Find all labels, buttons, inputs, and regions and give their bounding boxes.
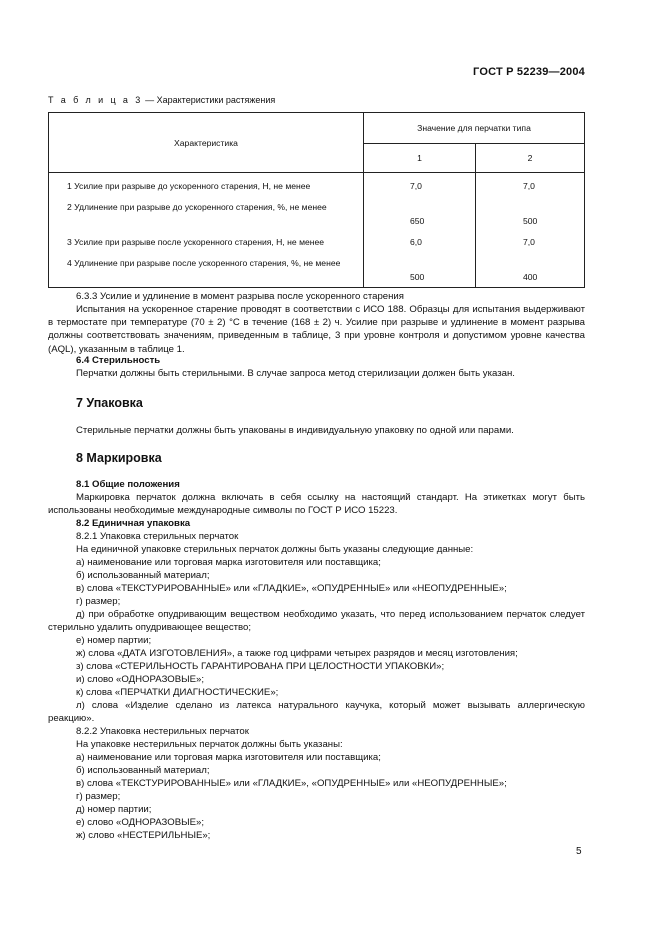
list-item: б) использованный материал; (76, 570, 210, 581)
list-item: к) слова «ПЕРЧАТКИ ДИАГНОСТИЧЕСКИЕ»; (76, 687, 279, 698)
col-header-characteristic: Характеристика (49, 113, 364, 173)
page-number: 5 (576, 846, 582, 857)
row-value-type2: 500 (523, 216, 538, 226)
list-item: г) размер; (76, 596, 121, 607)
row-label: 4 Удлинение при разрыве после ускоренного старения, %, не менее (67, 258, 341, 268)
list-item: ж) слова «ДАТА ИЗГОТОВЛЕНИЯ», а также год цифрами четырех разрядов и месяц изготовления; (76, 648, 518, 659)
tensile-table (48, 112, 585, 288)
section-6-3-3-title: 6.3.3 Усилие и удлинение в момент разрыва после ускоренного старения (76, 291, 404, 302)
section-8-2-2-title: 8.2.2 Упаковка нестерильных перчаток (76, 726, 249, 737)
table-caption (48, 95, 275, 105)
list-item: з) слова «СТЕРИЛЬНОСТЬ ГАРАНТИРОВАНА ПРИ ЦЕЛОСТНОСТИ УПАКОВКИ»; (76, 661, 445, 672)
list-item: в) слова «ТЕКСТУРИРОВАННЫЕ» или «ГЛАДКИЕ», «ОПУДРЕННЫЕ» или «НЕОПУДРЕННЫЕ»; (76, 583, 507, 594)
section-8-2-title: 8.2 Единичная упаковка (76, 518, 191, 529)
table-row (49, 231, 585, 252)
section-7-text: Стерильные перчатки должны быть упакованы в индивидуальную упаковку по одной или парами. (76, 425, 514, 436)
col-header-value-group: Значение для перчатки типа (364, 113, 585, 144)
list-item: г) размер; (76, 791, 121, 802)
row-label: 3 Усилие при разрыве после ускоренного старения, Н, не менее (67, 237, 325, 247)
row-label: 2 Удлинение при разрыве до ускоренного старения, %, не менее (67, 202, 327, 212)
row-value-type2: 400 (523, 272, 538, 282)
row-value-type1: 7,0 (410, 181, 422, 191)
section-8-2-2-intro: На упаковке нестерильных перчаток должны быть указаны: (76, 739, 343, 750)
list-item: е) слово «ОДНОРАЗОВЫЕ»; (76, 817, 204, 828)
table-caption-prefix: Т а б л и ц а 3 (48, 95, 143, 105)
row-value-type2: 7,0 (523, 237, 535, 247)
row-label: 1 Усилие при разрыве до ускоренного старения, Н, не менее (67, 181, 311, 191)
row-value-type2: 7,0 (523, 181, 535, 191)
list-item: и) слово «ОДНОРАЗОВЫЕ»; (76, 674, 205, 685)
row-value-type1: 500 (410, 272, 425, 282)
list-item: в) слова «ТЕКСТУРИРОВАННЫЕ» или «ГЛАДКИЕ», «ОПУДРЕННЫЕ» или «НЕОПУДРЕННЫЕ»; (76, 778, 507, 789)
table-row (49, 196, 585, 231)
list-item: д) номер партии; (76, 804, 152, 815)
document-id: ГОСТ Р 52239—2004 (473, 66, 585, 78)
section-6-4-text: Перчатки должны быть стерильными. В случае запроса метод стерилизации должен быть указан. (76, 368, 515, 379)
table-row (49, 252, 585, 288)
list-item: а) наименование или торговая марка изготовителя или поставщика; (76, 557, 381, 568)
section-6-3-3-text: Испытания на ускоренное старение проводят в соответствии с ИСО 188. Образцы для испытания выдерживают в термостате при температуре (70 ± 2) °С в течение (168 ± 2) ч. Усилие при разрыве и удлинение в момент разрыва должны соответствовать значениям, приведенным в таблице, 3 при уровне контроля и допустимом уровне качества (AQL), указанным в таблице 1. (48, 304, 585, 355)
col-header-type1: 1 (364, 144, 476, 173)
list-item: д) при обработке опудривающим веществом необходимо указать, что перед использованием перчаток следует стерильно удалить опудривающее вещество; (48, 609, 585, 634)
section-6-4-title: 6.4 Стерильность (76, 355, 161, 366)
list-item: ж) слово «НЕСТЕРИЛЬНЫЕ»; (76, 830, 211, 841)
section-8-2-1-intro: На единичной упаковке стерильных перчаток должны быть указаны следующие данные: (76, 544, 474, 555)
list-item: л) слова «Изделие сделано из латекса натурального каучука, который может вызывать аллергическую реакцию». (48, 700, 585, 725)
list-item: б) использованный материал; (76, 765, 210, 776)
list-item: а) наименование или торговая марка изготовителя или поставщика; (76, 752, 381, 763)
section-8-2-1-title: 8.2.1 Упаковка стерильных перчаток (76, 531, 239, 542)
section-8-1-title: 8.1 Общие положения (76, 479, 180, 490)
table-row (49, 173, 585, 197)
section-8-heading: 8 Маркировка (76, 451, 162, 465)
list-item: е) номер партии; (76, 635, 152, 646)
table-caption-text: — Характеристики растяжения (142, 95, 276, 105)
row-value-type1: 6,0 (410, 237, 422, 247)
col-header-type2: 2 (476, 144, 585, 173)
section-7-heading: 7 Упаковка (76, 396, 143, 410)
row-value-type1: 650 (410, 216, 425, 226)
section-8-1-text: Маркировка перчаток должна включать в себя ссылку на настоящий стандарт. На этикетках могут быть использованы необходимые международные символы по ГОСТ Р ИСО 15223. (48, 492, 585, 517)
